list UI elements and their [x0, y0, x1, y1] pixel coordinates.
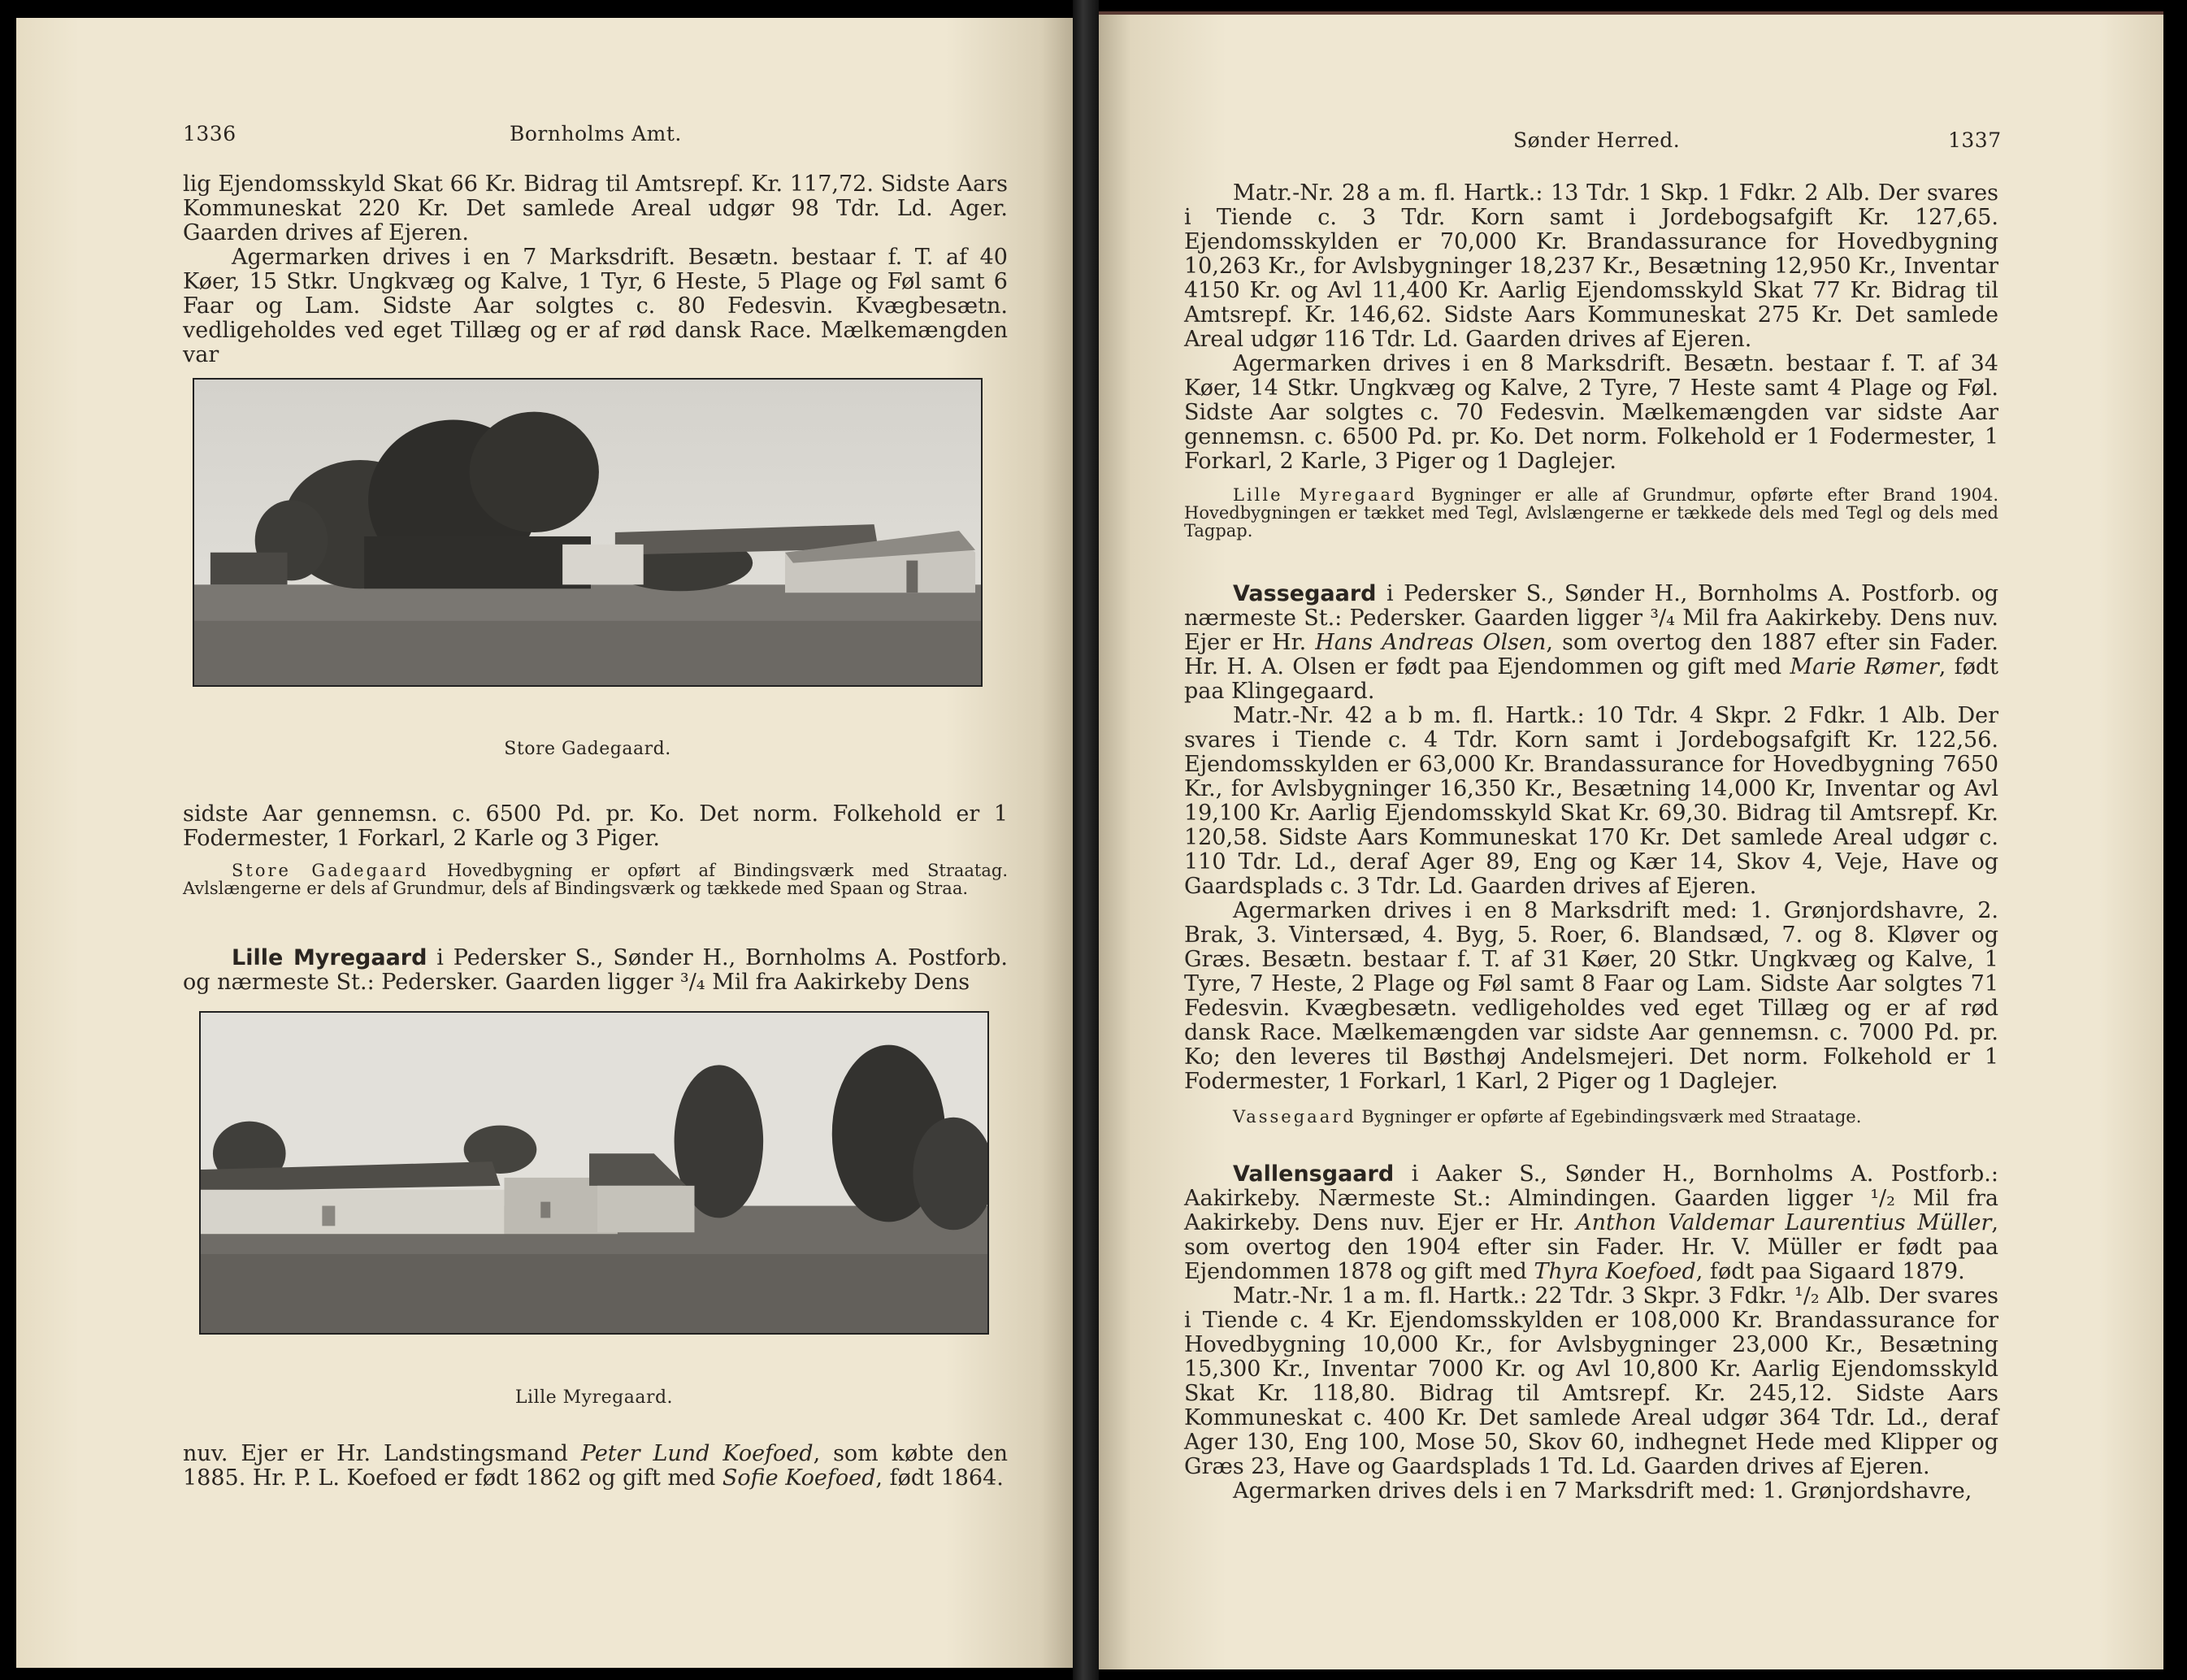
paragraph: Matr.-Nr. 28 a m. fl. Hartk.: 13 Tdr. 1 Skp. 1 Fdkr. 2 Alb. Der svares i Tiende c. 3 Tdr. Korn samt i Jordebogsafgift Kr. 127,65. Ejendomsskylden er 70,000 Kr. Brandassurance for Hovedbygning 10,263 Kr., for Avlsbygninger 18,237 Kr., Besætning 12,950 Kr., Inventar 4150 Kr. og Avl 11,400 Kr. Aarlig Ejendomsskyld Skat 77 Kr. Bidrag til Amtsrepf. Kr. 146,62. Sidste Aars Kommuneskat 275 Kr. Det samlede Areal udgør 116 Tdr. Ld. Gaarden drives af Ejeren.	[1184, 180, 1998, 352]
paragraph: Matr.-Nr. 1 a m. fl. Hartk.: 22 Tdr. 3 Skpr. 3 Fdkr. ¹/₂ Alb. Der svares i Tiende c. 4 Kr. Ejendomsskylden er 108,000 Kr. Brandassurance for Hovedbygning 10,000 Kr., for Avlsbygninger 23,000 Kr., Besætning 15,300 Kr., Inventar 7000 Kr. og Avl 10,800 Kr. Aarlig Ejendomsskyld Skat Kr. 118,80. Bidrag til Amtsrepf. Kr. 245,12. Sidste Aars Kommuneskat c. 400 Kr. Det samlede Areal udgør 364 Tdr. Ld., deraf Ager 130, Eng 100, Mose 50, Skov 60, indhegnet Hede med Klipper og Græs 23, Have og Gaardsplads 1 Td. Ld. Gaarden drives af Ejeren.	[1184, 1283, 1998, 1479]
paragraph: Agermarken drives i en 8 Marksdrift med: 1. Grønjordshavre, 2. Brak, 3. Vintersæd, 4. Byg, 5. Roer, 6. Blandsæd, 7. og 8. Kløver og Græs. Besætn. bestaar f. T. af 31 Køer, 20 Stkr. Ungkvæg og Kalve, 1 Tyre, 7 Heste, 2 Plage og Føl samt 8 Faar og Lam. Sidste Aar solgtes 71 Fedesvin. Kvægbesætn. vedligeholdes ved eget Tillæg og er af rød dansk Race. Mælkemængden var sidste Aar gennemsn. c. 7000 Pd. pr. Ko; den leveres til Bøsthøj Andelsmejeri. Det norm. Folkehold er 1 Fodermester, 1 Forkarl, 1 Karl, 2 Piger og 1 Daglejer.	[1184, 898, 1998, 1094]
entry-vallensgaard	[1184, 1162, 1998, 1504]
photo-caption: Lille Myregaard.	[514, 1387, 674, 1408]
text-block-top	[183, 172, 1008, 367]
text-span: , som overtog den 1904 efter sin Fader. Hr. V. Müller er født paa Ejendommen 1878 og gift med	[1184, 1210, 1998, 1284]
owner-name: Peter Lund Koefoed	[580, 1441, 814, 1466]
text-span: , født paa Klingegaard.	[1184, 654, 1998, 704]
paragraph: Matr.-Nr. 42 a b m. fl. Hartk.: 10 Tdr. 4 Skpr. 2 Fdkr. 1 Alb. Der svares i Tiende c. 4 Tdr. Korn samt i Jordebogsafgift Kr. 122,56. Ejendomsskylden er 63,000 Kr. Brandassurance for Hovedbygning 7650 Kr., for Avlsbygninger 16,350 Kr., Besætning 14,000 Kr, Inventar og Avl 19,100 Kr. Aarlig Ejendomsskyld Skat Kr. 69,30. Bidrag til Amtsrepf. Kr. 120,58. Sidste Aars Kommuneskat 170 Kr. Det samlede Areal udgør c. 110 Tdr. Ld., deraf Ager 89, Eng og Kær 14, Skov 4, Veje, Have og Gaardsplads c. 3 Tdr. Ld. Gaarden drives af Ejeren.	[1184, 703, 1998, 899]
note-farm-name: Lille Myregaard	[1233, 485, 1417, 505]
running-head: Sønder Herred.	[1513, 128, 1681, 152]
text-span: , født 1864.	[875, 1465, 1004, 1491]
book-spine	[1073, 0, 1099, 1680]
paragraph: lig Ejendomsskyld Skat 66 Kr. Bidrag til Amtsrepf. Kr. 117,72. Sidste Aars Kommuneskat 220 Kr. Det samlede Areal udgør 98 Tdr. Ld. Ager. Gaarden drives af Ejeren.	[183, 171, 1008, 245]
text-span: , født paa Sigaard 1879.	[1695, 1259, 1965, 1284]
photo-caption: Store Gadegaard.	[504, 739, 671, 759]
entry-text: i Pedersker S., Sønder H., Bornholms A. Postforb. og nærmeste St.: Pedersker. Gaarden ligger ³/₄ Mil fra Aakirkeby Dens	[183, 945, 1008, 995]
text-block-middle	[183, 802, 1008, 851]
right-page	[1099, 15, 2163, 1669]
page-number: 1336	[183, 122, 236, 145]
paragraph: Agermarken drives dels i en 7 Marksdrift med: 1. Grønjordshavre,	[1233, 1478, 1972, 1504]
text-span: , som købte den 1885. Hr. P. L. Koefoed er født 1862 og gift med	[183, 1441, 1008, 1491]
text-span: nuv. Ejer er Hr. Landstingsmand	[183, 1441, 581, 1466]
note-text: Bygninger er opførte af Egebindingsværk med Straatage.	[1356, 1107, 1862, 1127]
note-text: Bygninger er alle af Grundmur, opførte efter Brand 1904. Hovedbygningen er tækket med Tegl, Avlslængerne er tækkede dels med Tegl og dels med Tagpap.	[1184, 485, 1998, 540]
paragraph: sidste Aar gennemsn. c. 6500 Pd. pr. Ko. Det norm. Folkehold er 1 Fodermester, 1 Forkarl, 2 Karle og 3 Piger.	[183, 801, 1008, 851]
building-note	[1184, 486, 1998, 540]
note-text: Hovedbygning er opført af Bindingsværk med Straatag. Avlslængerne er dels af Grundmur, dels af Bindingsværk og tækkede med Spaan og Straa.	[183, 861, 1008, 898]
entry-lille-myregaard	[183, 946, 1008, 995]
building-note	[1184, 1108, 1998, 1126]
wife-name: Thyra Koefoed	[1534, 1259, 1696, 1284]
note-farm-name: Store Gadegaard	[232, 861, 429, 880]
text-span: i Aaker S., Sønder H., Bornholms A. Postforb.: Aakirkeby. Nærmeste St.: Almindingen. Gaarden ligger ¹/₂ Mil fra Aakirkeby. Dens nuv. Ejer er Hr.	[1184, 1161, 1998, 1235]
farm-name: Vassegaard	[1233, 581, 1377, 606]
page-number: 1337	[1948, 128, 2002, 152]
paragraph: Agermarken drives i en 8 Marksdrift. Besætn. bestaar f. T. af 34 Køer, 14 Stkr. Ungkvæg og Kalve, 2 Tyre, 7 Heste samt 4 Plage og Føl. Sidste Aar solgtes c. 70 Fedesvin. Mælkemængden var sidste Aar gennemsn. c. 6500 Pd. pr. Ko. Det norm. Folkehold er 1 Fodermester, 1 Forkarl, 2 Karle, 3 Piger og 1 Daglejer.	[1184, 351, 1998, 474]
farm-name: Vallensgaard	[1233, 1161, 1395, 1187]
left-page	[16, 18, 1073, 1668]
text-span: i Pedersker S., Sønder H., Bornholms A. Postforb. og nærmeste St.: Pedersker. Gaarden ligger ³/₄ Mil fra Aakirkeby. Dens nuv. Ejer er Hr.	[1184, 581, 1998, 655]
text-block-bottom	[183, 1442, 1008, 1491]
text-span: , som overtog den 1887 efter sin Fader. Hr. H. A. Olsen er født paa Ejendommen og gift med	[1184, 630, 1998, 679]
photo-store-gadegaard	[193, 378, 983, 687]
text-block-continuation	[1184, 181, 1998, 474]
wife-name: Sofie Koefoed	[722, 1465, 876, 1491]
wife-name: Marie Rømer	[1790, 654, 1939, 679]
building-note	[183, 862, 1008, 897]
paragraph: Agermarken drives i en 7 Marksdrift. Besætn. bestaar f. T. af 40 Køer, 15 Stkr. Ungkvæg og Kalve, 1 Tyr, 6 Heste, 5 Plage og Føl samt 6 Faar og Lam. Sidste Aar solgtes c. 80 Fedesvin. Kvægbesætn. vedligeholdes ved eget Tillæg og er af rød dansk Race. Mælkemængden var	[183, 245, 1008, 367]
photo-lille-myregaard	[199, 1011, 989, 1335]
entry-vassegaard	[1184, 582, 1998, 1094]
farm-name: Lille Myregaard	[232, 945, 427, 970]
owner-name: Anthon Valdemar Laurentius Müller	[1576, 1210, 1992, 1235]
owner-name: Hans Andreas Olsen	[1315, 630, 1547, 655]
note-farm-name: Vassegaard	[1233, 1107, 1356, 1127]
running-head: Bornholms Amt.	[510, 122, 682, 145]
